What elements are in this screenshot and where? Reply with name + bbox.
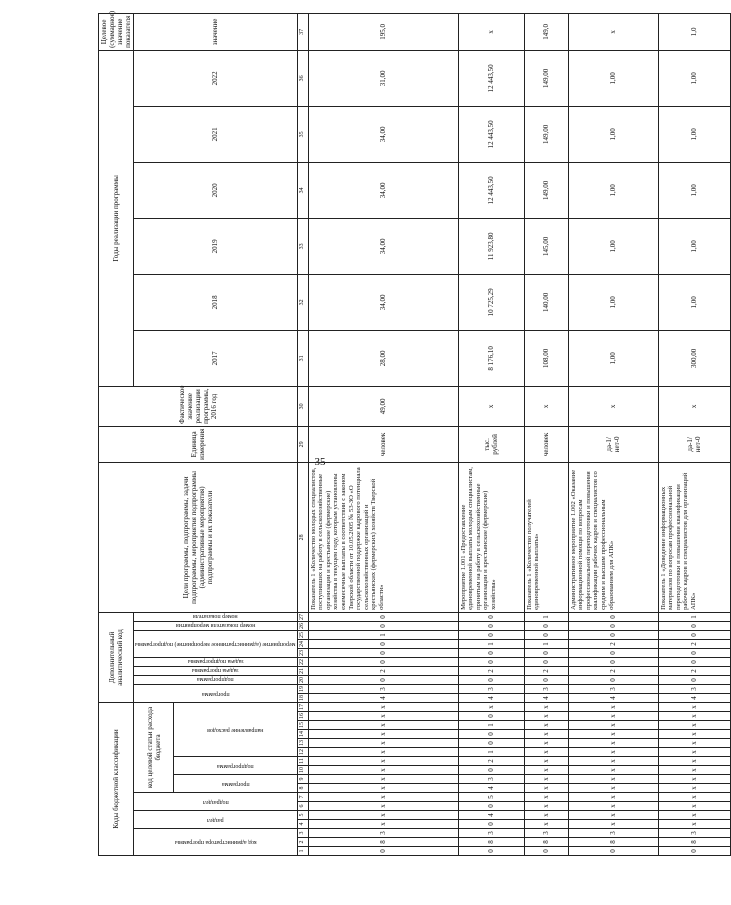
code-cell: х [524,811,568,820]
value-2018: 140,00 [524,274,568,330]
table-row [308,13,458,855]
code-cell: 8 [524,838,568,847]
code-cell: х [308,784,458,793]
code-cell: 0 [658,648,730,657]
code-cell: х [308,748,458,757]
value-2018: 1,00 [658,274,730,330]
code-cell: 2 [658,666,730,675]
code-cell: 3 [458,775,524,784]
value-2017: 1,00 [568,330,658,386]
code-cell: х [658,757,730,766]
code-cell: х [658,739,730,748]
code-cell: х [308,757,458,766]
code-cell: 0 [524,648,568,657]
value-2019: 11 923,80 [458,218,524,274]
razdel-header: раздел [207,816,224,823]
code-cell: 0 [308,612,458,621]
code-cell: 0 [568,648,658,657]
code-cell: х [658,721,730,730]
target-header: Целевое (суммарное) значение показателя [99,13,134,50]
value-2017: 300,00 [658,330,730,386]
code-cell: х [658,766,730,775]
column-index-cell: 34 [297,162,308,218]
value-2019: 34,00 [308,218,458,274]
code-cell: 0 [568,847,658,856]
code-cell: х [308,721,458,730]
code-cell: 0 [458,739,524,748]
code-cell: х [308,702,458,711]
code-cell: 0 [308,639,458,648]
column-index-cell: 17 [297,702,308,711]
column-index-cell: 21 [297,666,308,675]
value-2020: 1,00 [658,162,730,218]
goals-header: Цели программы, подпрограммы, задачи подпрограммы, мероприятия подпрограммы (административные мероприятия) подпрограммы и их показатели [99,462,298,612]
value-2022: 1,00 [568,50,658,106]
code-cell: х [568,739,658,748]
unit-cell: человек [524,426,568,462]
code-cell: 8 [658,838,730,847]
column-index-cell: 9 [297,775,308,784]
unit-header: Единица измерения [99,426,298,462]
value-2021: 1,00 [658,106,730,162]
year-2018-header: 2018 [134,274,297,330]
code-cell: х [568,730,658,739]
column-index-cell: 31 [297,330,308,386]
column-index-cell: 36 [297,50,308,106]
code-cell: х [568,775,658,784]
code-cell: 0 [524,657,568,666]
code-cell: х [658,811,730,820]
value-2018: 1,00 [568,274,658,330]
code-cell: 0 [658,630,730,639]
value-2019: 1,00 [568,218,658,274]
year-2021-header: 2021 [134,106,297,162]
dop-code-group-header: Дополнительный аналитический код [99,612,134,702]
code-cell: 0 [308,847,458,856]
code-cell: 0 [458,630,524,639]
column-index-cell: 16 [297,712,308,721]
target-value: х [458,13,524,50]
value-2020: 34,00 [308,162,458,218]
code-cell: х [658,712,730,721]
unit-cell: человек [308,426,458,462]
code-cell: х [568,793,658,802]
code-cell: 3 [458,829,524,838]
fact-cell: х [658,386,730,426]
column-index-cell: 23 [297,648,308,657]
dop-podprogramma-header: подпрограмма [197,675,234,682]
code-cell: 0 [568,657,658,666]
code-cell: 2 [308,666,458,675]
zadacha-podprogrammy-header: задача подпрограммы [187,657,244,664]
column-index-cell: 19 [297,684,308,693]
column-index-cell: 14 [297,730,308,739]
fact-header: Фактическое значение реализации программы, 2016 год [99,386,298,426]
indicator-description: Мероприятие 1.001 «Предоставление единовременной выплаты молодым специалистам, принятым на работу в сельскохозяйственные организации и крестьянские (фермерские) хозяйства» [458,462,524,612]
code-cell: х [568,784,658,793]
code-cell: 4 [658,693,730,702]
code-cell: х [658,775,730,784]
column-index-cell: 25 [297,630,308,639]
table-row [458,13,524,855]
value-2020: 149,00 [524,162,568,218]
table-row [568,13,658,855]
code-cell: х [308,730,458,739]
fact-cell: 49,00 [308,386,458,426]
code-cell: 1 [308,630,458,639]
target-article-header: код целевой статьи расхода бюджета [134,702,174,792]
code-cell: х [568,712,658,721]
code-cell: 8 [308,838,458,847]
code-cell: х [308,712,458,721]
column-index-cell: 15 [297,721,308,730]
column-index-cell: 6 [297,802,308,811]
value-2017: 28,00 [308,330,458,386]
target-sub-header: значение [134,13,297,50]
column-index-cell: 3 [297,829,308,838]
value-2018: 10 725,29 [458,274,524,330]
code-cell: 3 [658,829,730,838]
code-cell: х [308,739,458,748]
code-cell: х [308,793,458,802]
code-cell: 0 [458,675,524,684]
code-cell: 0 [458,612,524,621]
year-2019-header: 2019 [134,218,297,274]
code-cell: х [568,820,658,829]
code-cell: 0 [458,730,524,739]
code-cell: 0 [308,657,458,666]
code-cell: 0 [568,612,658,621]
column-index-cell: 29 [297,426,308,462]
code-cell: х [524,739,568,748]
value-2022: 12 443,50 [458,50,524,106]
admin-code-header: код администратора программы [174,839,257,846]
column-index-cell: 1 [297,847,308,856]
code-cell: 0 [458,847,524,856]
code-cell: х [524,730,568,739]
column-index-cell: 5 [297,811,308,820]
column-index-cell: 32 [297,274,308,330]
code-cell: 1 [458,748,524,757]
meropriyatie-header: мероприятие (административное мероприятие) подпрограммы [135,641,296,648]
code-cell: 0 [524,675,568,684]
column-index-cell: 26 [297,621,308,630]
code-cell: х [524,784,568,793]
column-index-cell: 10 [297,766,308,775]
code-cell: х [308,811,458,820]
value-2018: 34,00 [308,274,458,330]
code-cell: 0 [458,657,524,666]
code-cell: 4 [458,693,524,702]
code-cell: 3 [308,684,458,693]
value-2021: 149,00 [524,106,568,162]
header-row-1 [99,13,134,855]
program-indicators-table [98,10,731,856]
code-cell: х [658,748,730,757]
year-2017-header: 2017 [134,330,297,386]
year-2020-header: 2020 [134,162,297,218]
table-row [524,13,568,855]
target-value: 149,0 [524,13,568,50]
code-cell: х [524,712,568,721]
code-cell: 2 [568,639,658,648]
code-cell: 0 [658,621,730,630]
column-index-cell: 30 [297,386,308,426]
year-2022-header: 2022 [134,50,297,106]
napravlenie-header: направление расходов [207,726,264,733]
code-cell: 0 [458,766,524,775]
code-cell: 3 [658,684,730,693]
column-index-cell: 18 [297,693,308,702]
code-cell: 0 [458,648,524,657]
fact-cell: х [458,386,524,426]
code-cell: 4 [568,693,658,702]
value-2020: 12 443,50 [458,162,524,218]
target-value: 1,0 [658,13,730,50]
value-2022: 31,00 [308,50,458,106]
indicator-description: Показатель 1 «Количество молодых специалистов, поступивших на работу в сельскохозяйственные организации и крестьянские (фермерские) хозяйства в текущем году, которым установлены ежемесячные выплаты в соответствии с законом Тверской области от 10.05.2005 № 53-ЗО «О государственной поддержке кадрового потенциала сельскохозяйственных организаций и крестьянских (фермерских) хозяйств Тверской области» [308,462,458,612]
column-index-cell: 2 [297,838,308,847]
column-index-cell: 12 [297,748,308,757]
code-cell: 3 [524,684,568,693]
value-2021: 1,00 [568,106,658,162]
fact-cell: х [568,386,658,426]
code-cell: 2 [658,639,730,648]
code-cell: 4 [458,811,524,820]
code-cell: 3 [308,829,458,838]
nomer-pokazatelya-header: номер показателя [193,612,238,619]
column-index-cell: 22 [297,657,308,666]
code-cell: х [308,766,458,775]
value-2021: 12 443,50 [458,106,524,162]
column-index-cell: 20 [297,675,308,684]
code-cell: х [568,802,658,811]
code-cell: х [458,702,524,711]
code-cell: х [658,784,730,793]
code-cell: х [658,730,730,739]
code-cell: 0 [308,675,458,684]
code-cell: 3 [524,829,568,838]
code-cell: 0 [568,675,658,684]
column-index-row [297,13,308,855]
code-cell: 2 [458,757,524,766]
code-cell: х [524,793,568,802]
value-2019: 145,00 [524,218,568,274]
code-cell: х [524,702,568,711]
unit-cell: да-1/ нет-0 [568,426,658,462]
code-cell: х [524,802,568,811]
column-index-cell: 28 [297,462,308,612]
nomer-pokazatelya-mer-header: номер показателя мероприятия [175,621,256,628]
value-2022: 1,00 [658,50,730,106]
indicator-description: Административное мероприятие 1.002 «Оказание информационной помощи по вопросам профессиональной переподготовки и повышения квалификации рабочих кадров и специалистов со средним и высшим профессиональным образованием для АПК» [568,462,658,612]
code-cell: 8 [568,838,658,847]
code-cell: 0 [524,847,568,856]
code-cell: 0 [458,621,524,630]
code-cell: х [568,766,658,775]
code-cell: х [568,702,658,711]
value-2020: 1,00 [568,162,658,218]
code-cell: х [524,820,568,829]
column-index-cell: 7 [297,793,308,802]
code-cell: 0 [568,630,658,639]
code-cell: 4 [458,784,524,793]
code-cell: х [524,775,568,784]
code-cell: 0 [568,621,658,630]
value-2017: 108,00 [524,330,568,386]
code-cell: 0 [658,657,730,666]
unit-cell: да-1/ нет-0 [658,426,730,462]
podprogramma-header: подпрограмма [216,762,254,769]
code-cell: 2 [458,666,524,675]
unit-cell: тыс. рублей [458,426,524,462]
target-value: 195,0 [308,13,458,50]
code-cell: х [308,820,458,829]
code-cell: 3 [568,684,658,693]
code-cell: 0 [458,802,524,811]
code-cell: х [308,775,458,784]
code-cell: 0 [458,820,524,829]
value-2017: 8 176,10 [458,330,524,386]
column-index-cell: 4 [297,820,308,829]
column-index-cell: 27 [297,612,308,621]
code-cell: 4 [308,693,458,702]
code-cell: 0 [524,621,568,630]
value-2022: 149,00 [524,50,568,106]
code-cell: 1 [658,612,730,621]
zadacha-programmy-header: задача программы [192,666,239,673]
indicator-description: Показатель 1 «Доведение информационных материалов по вопросам профессиональной переподготовки и повышения квалификации рабочих кадров и специалистов для организаций АПК» [658,462,730,612]
code-cell: х [308,802,458,811]
podrazdel-header: подраздел [202,798,229,805]
code-cell: х [568,748,658,757]
programma-header: программа [221,780,250,787]
target-value: х [568,13,658,50]
rotated-table-wrapper [98,10,703,856]
column-index-cell: 24 [297,639,308,648]
code-cell: 0 [524,630,568,639]
code-cell: 8 [458,838,524,847]
code-cell: х [568,811,658,820]
code-cell: х [658,820,730,829]
code-cell: х [524,748,568,757]
code-cell: 0 [308,648,458,657]
column-index-cell: 13 [297,739,308,748]
code-cell: х [568,757,658,766]
code-cell: 3 [568,829,658,838]
code-cell: 4 [524,693,568,702]
kbk-group-header: Коды бюджетной классификации [99,702,134,855]
code-cell: х [658,802,730,811]
years-group-header: Годы реализации программы [99,50,134,386]
column-index-cell: 33 [297,218,308,274]
code-cell: 1 [524,612,568,621]
code-cell: 2 [524,666,568,675]
code-cell: 3 [458,684,524,693]
code-cell: 0 [658,675,730,684]
column-index-cell: 11 [297,757,308,766]
code-cell: х [658,793,730,802]
code-cell: 0 [658,847,730,856]
code-cell: 1 [524,639,568,648]
column-index-cell: 37 [297,13,308,50]
code-cell: х [524,757,568,766]
column-index-cell: 35 [297,106,308,162]
page-number: 35 [314,456,326,468]
code-cell: х [524,766,568,775]
value-2019: 1,00 [658,218,730,274]
dop-programma-header: программа [201,690,230,697]
code-cell: 1 [458,721,524,730]
fact-cell: х [524,386,568,426]
column-index-cell: 8 [297,784,308,793]
indicator-description: Показатель 1 «Количество получателей единовременной выплаты» [524,462,568,612]
code-cell: 5 [458,793,524,802]
value-2021: 34,00 [308,106,458,162]
code-cell: х [568,721,658,730]
code-cell: 1 [458,639,524,648]
code-cell: 2 [568,666,658,675]
table-row [658,13,730,855]
code-cell: х [524,721,568,730]
code-cell: 0 [308,621,458,630]
code-cell: 0 [458,712,524,721]
code-cell: х [658,702,730,711]
